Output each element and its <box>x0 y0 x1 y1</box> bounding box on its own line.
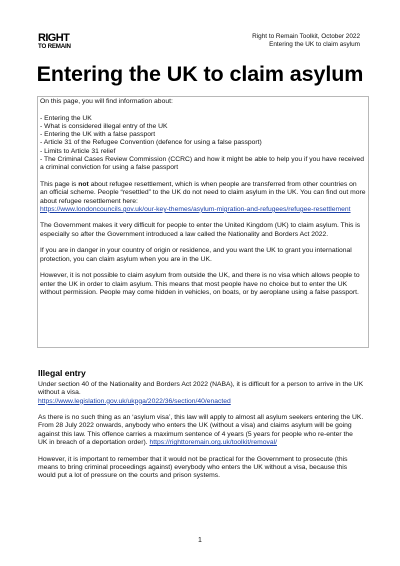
topic-list-item: - Article 31 of the Refugee Convention (defence for using a false passport) <box>40 139 262 147</box>
legislation-link[interactable]: https://www.legislation.gov.uk/ukpga/2022/36/section/40/enacted <box>38 397 231 405</box>
intro-box <box>37 96 369 348</box>
danger-paragraph: If you are in danger in your country of origin or residence, and you want the UK to grant you international protection, you can claim asylum when you are in the UK. <box>40 247 352 263</box>
asylum-visa-paragraph <box>38 414 364 447</box>
right-to-remain-logo <box>38 33 71 50</box>
topic-list-item: - Entering the UK with a false passport <box>40 131 156 139</box>
government-paragraph: The Government makes it very difficult for people to enter the United Kingdom (UK) to claim asylum. This is especially so after the Government introduced a law called the Nationality and Borders Act 2022. <box>40 222 361 238</box>
outside-uk-paragraph: However, it is not possible to claim asylum from outside the UK, and there is no visa which allows people to enter the UK in order to claim asylum. This means that most people have no choice but to enter the UK without permission. People may come hidden in vehicles, on boats, or by aeroplane using a false passport. <box>40 272 360 296</box>
resettlement-text-start: This page is <box>40 180 79 188</box>
illegal-entry-section <box>38 381 364 489</box>
topic-list-item: - Entering the UK <box>40 114 92 122</box>
resettlement-text-end: about refugee resettlement, which is when people are transferred from other countries on an official scheme. People “resettled” to the UK do not need to claim asylum in the UK. You can find out more about refugee resettlement here: <box>40 180 366 205</box>
resettlement-emphasis: not <box>78 180 89 188</box>
section-40-text: Under section 40 of the Nationality and Borders Act 2022 (NABA), it is difficult for a person to arrive in the UK without a visa. <box>38 381 364 397</box>
intro-lead: On this page, you will find information about: <box>40 98 173 105</box>
topic-list-item: - The Criminal Cases Review Commission (CCRC) and how it might be able to help you if you have received a criminal conviction for using a false passport <box>40 156 365 172</box>
logo-line-1: RIGHT <box>38 32 70 44</box>
page-number: 1 <box>198 537 202 544</box>
resettlement-link[interactable]: https://www.londoncouncils.gov.uk/our-key-themes/asylum-migration-and-refugees/refugee-resettlement <box>40 205 351 213</box>
asylum-visa-text: As there is no such thing as an ‘asylum visa’, this law will apply to almost all asylum seekers entering the UK. From 28 July 2022 onwards, anybody who enters the UK (without a visa) and claims asylum will be going against this law. This offence carries a maximum sentence of 4 years (5 years for people who re-enter the UK in breach of a deportation order). <box>38 414 364 447</box>
illegal-entry-heading: Illegal entry <box>38 368 86 378</box>
header-toolkit-date: Right to Remain Toolkit, October 2022 <box>252 33 360 40</box>
header-section-name: Entering the UK to claim asylum <box>269 41 360 48</box>
removal-toolkit-link[interactable]: https://righttoremain.org.uk/toolkit/removal/ <box>149 439 278 447</box>
topic-list-item: - What is considered illegal entry of the UK <box>40 122 168 130</box>
resettlement-note <box>40 181 366 206</box>
section-40-paragraph <box>38 381 364 406</box>
document-header <box>252 33 360 49</box>
page-title: Entering the UK to claim asylum <box>36 62 364 86</box>
logo-line-2: TO REMAIN <box>38 43 71 50</box>
prosecution-paragraph: However, it is important to remember that it would not be practical for the Government to prosecute (this means to bring criminal proceedings against) everybody who enters the UK without a visa, because this would put a lot of pressure on the courts and prison systems. <box>38 455 348 480</box>
topic-list-item: - Limits to Article 31 relief <box>40 147 116 155</box>
